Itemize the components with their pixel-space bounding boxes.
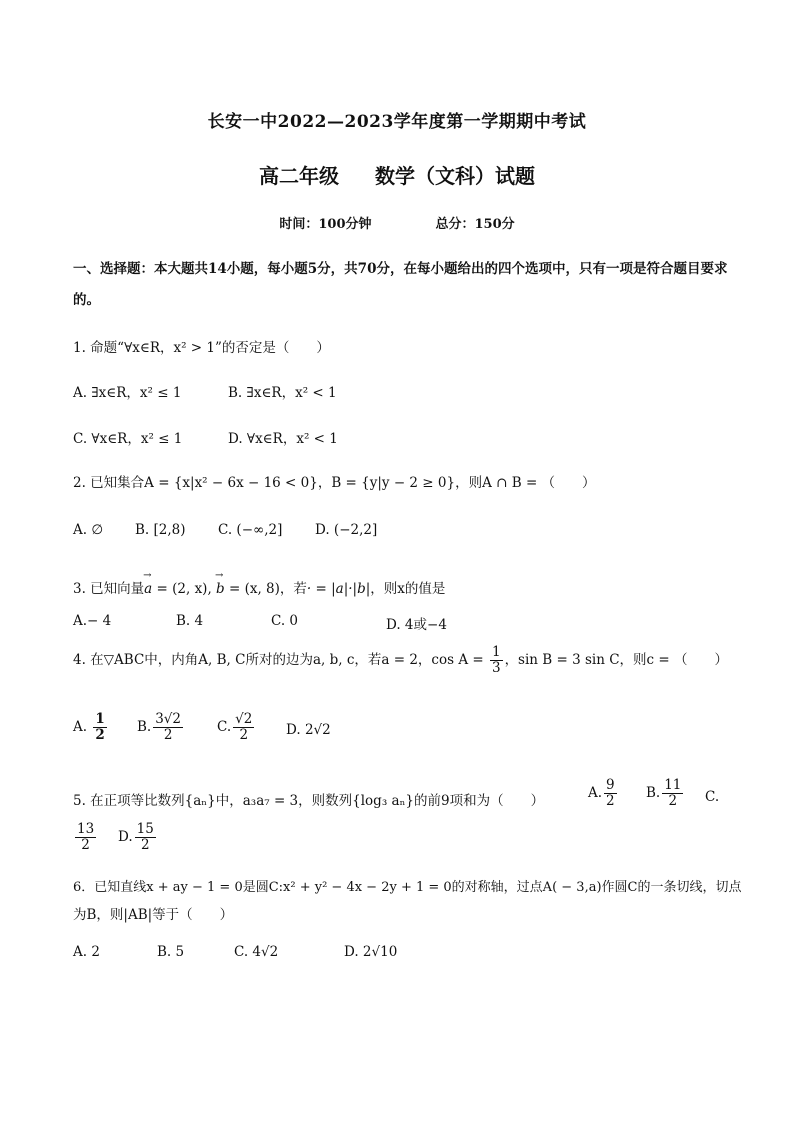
vector-a: → a <box>144 581 152 597</box>
question-6-option-b: B. 5 <box>157 944 185 960</box>
question-4-option-d: D. 2√2 <box>286 722 331 738</box>
question-1-option-b: B. ∃x∈R，x² < 1 <box>228 385 337 401</box>
vector-b: → b <box>216 581 225 597</box>
score-label: 总分：150分 <box>435 217 515 232</box>
question-6-option-d: D. 2√10 <box>344 944 398 960</box>
question-2-option-d: D. (−2,2] <box>315 522 378 538</box>
question-3-option-d: D. 4或−4 <box>386 617 447 633</box>
question-5-stem: 5. 在正项等比数列{aₙ}中，a₃a₇ = 3，则数列{log₃ aₙ}的前9项和为（ ） <box>73 793 545 809</box>
question-2-option-a: A. ∅ <box>73 522 104 538</box>
question-5-option-d: D. $\frac{15}{2}$ <box>118 821 154 853</box>
question-4-option-a: A. $\frac{1}{2}$ <box>73 711 105 743</box>
question-1-option-c: C. ∀x∈R，x² ≤ 1 <box>73 431 183 447</box>
question-1-stem: 1. 命题“∀x∈R，x² > 1”的否定是（ ） <box>73 340 330 356</box>
grade-label: 高二年级 <box>259 164 339 188</box>
question-1-option-d: D. ∀x∈R，x² < 1 <box>228 431 338 447</box>
question-5-option-c-label: C. <box>705 789 720 805</box>
question-6-option-a: A. 2 <box>73 944 100 960</box>
subject-label: 数学（文科）试题 <box>375 164 535 188</box>
question-5-option-c: $\frac{13}{2}$ <box>77 821 95 853</box>
question-2-stem: 2. 已知集合A = {x|x² − 6x − 16 < 0}，B = {y|y − 2 ≥ 0}，则A ∩ B = （ ） <box>73 475 596 491</box>
question-2-option-b: B. [2,8) <box>135 522 186 538</box>
cos-fraction: $\frac{1}{3}$ <box>491 644 501 676</box>
exam-subtitle <box>0 160 794 189</box>
section-heading: 一、选择题：本大题共14小题，每小题5分，共70分，在每小题给出的四个选项中，只有一项是符合题目要求的。 <box>73 261 728 308</box>
question-6-option-c: C. 4√2 <box>234 944 279 960</box>
question-3-option-c: C. 0 <box>271 613 299 629</box>
exam-info <box>0 213 794 232</box>
question-2-option-c: C. (−∞,2] <box>218 522 283 538</box>
question-5-option-a: A. $\frac{9}{2}$ <box>588 777 615 809</box>
question-3-stem: 3. 已知向量→ a = (2, x), → b = (x, 8)，若· = |a|·|b|，则x的值是 <box>73 577 445 597</box>
question-4-option-b: B. $\frac{3√2}{2}$ <box>137 711 181 743</box>
question-3-option-b: B. 4 <box>176 613 204 629</box>
question-6-stem-line1: 6．已知直线x + ay − 1 = 0是圆C:x² + y² − 4x − 2y + 1 = 0的对称轴，过点A( − 3,a)作圆C的一条切线，切点 <box>73 880 742 895</box>
question-4-option-c: C. $\frac{√2}{2}$ <box>217 711 253 743</box>
question-4-stem: 4. 在▽ABC中，内角A, B, C所对的边为a, b, c，若a = 2，cos A = $\frac{1}{3}$ ，sin B = 3 sin C，则c = （ ） <box>73 644 729 676</box>
exam-title: 长安一中2022—2023学年度第一学期期中考试 <box>207 112 587 132</box>
question-5-option-b: B. $\frac{11}{2}$ <box>646 777 682 809</box>
question-6-stem-line2: 为B，则|AB|等于（ ） <box>73 907 234 923</box>
question-3-option-a: A.− 4 <box>73 613 112 629</box>
time-label: 时间：100分钟 <box>279 217 372 232</box>
vector-condition: · = |a|·|b| <box>306 581 371 597</box>
question-1-option-a: A. ∃x∈R，x² ≤ 1 <box>73 385 182 401</box>
